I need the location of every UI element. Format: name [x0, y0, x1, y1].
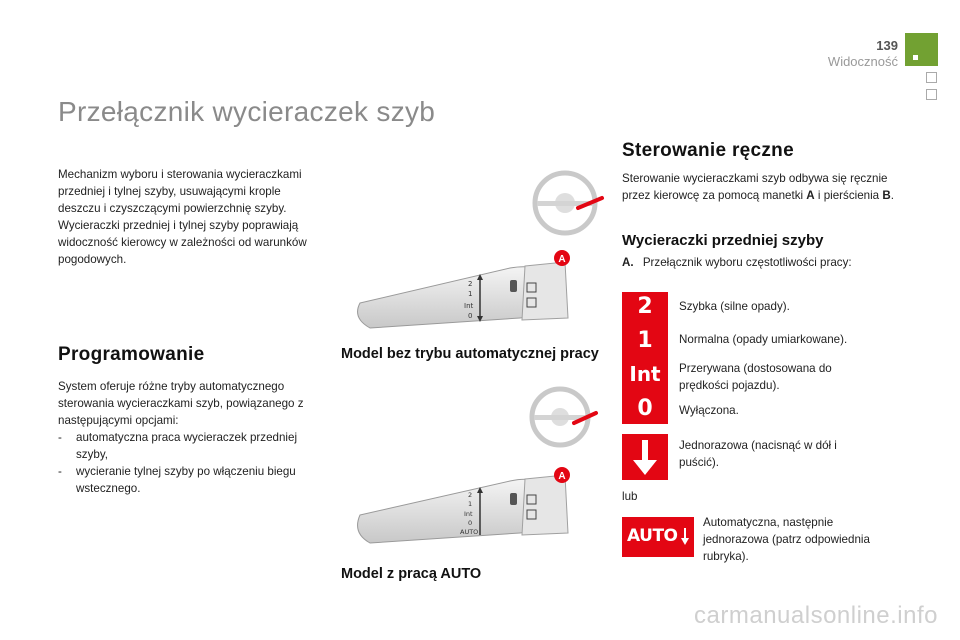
sterowanie-text-part: i pierścienia: [814, 189, 883, 202]
arrow-down-icon: [680, 527, 690, 547]
bullet-dash: -: [58, 465, 62, 478]
caption-model-2: Model z pracą AUTO: [341, 566, 482, 582]
bullet-dash: -: [58, 431, 62, 444]
lever-mark: AUTO: [460, 528, 479, 536]
lever-mark: 0: [468, 312, 473, 320]
position-symbol: Int: [629, 362, 661, 386]
front-item: [622, 254, 912, 271]
ref-a: A: [806, 189, 815, 202]
chapter-box-empty: [926, 72, 937, 83]
sterowanie-text-part: Sterowanie wycieraczkami szyb odbywa się ręcznie przez kierowcę za pomocą manetki: [622, 172, 888, 202]
auto-symbol: [622, 517, 694, 557]
steering-wheel-icon: [532, 389, 588, 445]
sterowanie-heading: Sterowanie ręczne: [622, 140, 794, 161]
position-symbol: 2: [637, 294, 653, 319]
lever-mark: 2: [468, 280, 473, 288]
bullet-text: automatyczna praca wycieraczek przedniej szyby,: [76, 431, 298, 461]
watermark: carmanualsonline.info: [694, 602, 938, 629]
sterowanie-text: [622, 170, 902, 204]
section-name: Widoczność: [827, 54, 898, 69]
bullet-item: [58, 429, 320, 463]
caption-model-1: Model bez trybu automatycznej pracy: [341, 346, 599, 362]
item-text: Przełącznik wyboru częstotliwości pracy:: [642, 256, 852, 269]
ring-switch-icon: [510, 493, 517, 505]
sterowanie-text-part: .: [890, 189, 894, 202]
position-symbol: 1: [637, 328, 653, 353]
wiper-lever-icon: [358, 479, 550, 543]
chapter-box-empty: [926, 89, 937, 100]
position-symbol: 0: [637, 396, 653, 421]
ref-b: B: [882, 189, 891, 202]
lever-mark: 1: [468, 500, 473, 508]
programowanie-section: [58, 378, 320, 497]
tab-dot: [913, 55, 918, 60]
auto-symbol-label: AUTO: [627, 526, 678, 546]
lever-mark: Int: [464, 510, 473, 518]
callout-a-label: A: [558, 254, 566, 265]
position-desc: Normalna (opady umiarkowane).: [679, 333, 848, 346]
bullet-text: wycieranie tylnej szyby po włączeniu biegu wstecznego.: [76, 465, 296, 495]
or-label: lub: [622, 490, 638, 503]
wiper-lever-icon: [358, 267, 550, 328]
arrow-down-icon: [622, 434, 668, 480]
programowanie-heading: Programowanie: [58, 344, 205, 365]
programowanie-text: System oferuje różne tryby automatycznego sterowania wycieraczkami szyb, powiązanego z następującymi opcjami:: [58, 380, 304, 427]
auto-desc: Automatyczna, następnie jednorazowa (patrz odpowiednia rubryka).: [703, 516, 870, 563]
lever-mark: 1: [468, 290, 473, 298]
position-desc: Przerywana (dostosowana do prędkości pojazdu).: [679, 362, 832, 392]
item-label: A.: [622, 256, 634, 269]
front-wipers-heading: Wycieraczki przedniej szyby: [622, 232, 824, 249]
page-title: Przełącznik wycieraczek szyb: [58, 96, 436, 127]
lever-mark: 0: [468, 519, 473, 527]
ring-switch-icon: [510, 280, 517, 292]
single-wipe-desc: Jednorazowa (nacisnąć w dół i puścić).: [679, 439, 837, 469]
wiper-lever-illustration-2: [340, 385, 610, 555]
wiper-lever-illustration-1: [340, 168, 610, 338]
position-desc: Szybka (silne opady).: [679, 300, 790, 313]
lever-mark: Int: [464, 302, 474, 310]
single-wipe-symbol: [622, 434, 668, 480]
page-number: 139: [876, 38, 898, 53]
intro-paragraph: Mechanizm wyboru i sterowania wycieraczkami przedniej i tylnej szyby, usuwającymi krople deszczu i czyszczącymi powierzchnię szyby. Wycieraczki przedniej i tylnej szyby poprawiają widoczność kierowcy w zależności od warunków pogodowych.: [58, 168, 307, 266]
chapter-tab-marker: [905, 33, 938, 66]
position-desc: Wyłączona.: [679, 404, 739, 417]
position-symbols-column: [622, 292, 668, 424]
lever-mark: 2: [468, 491, 473, 499]
callout-a-label: A: [558, 471, 566, 482]
bullet-item: [58, 463, 320, 497]
